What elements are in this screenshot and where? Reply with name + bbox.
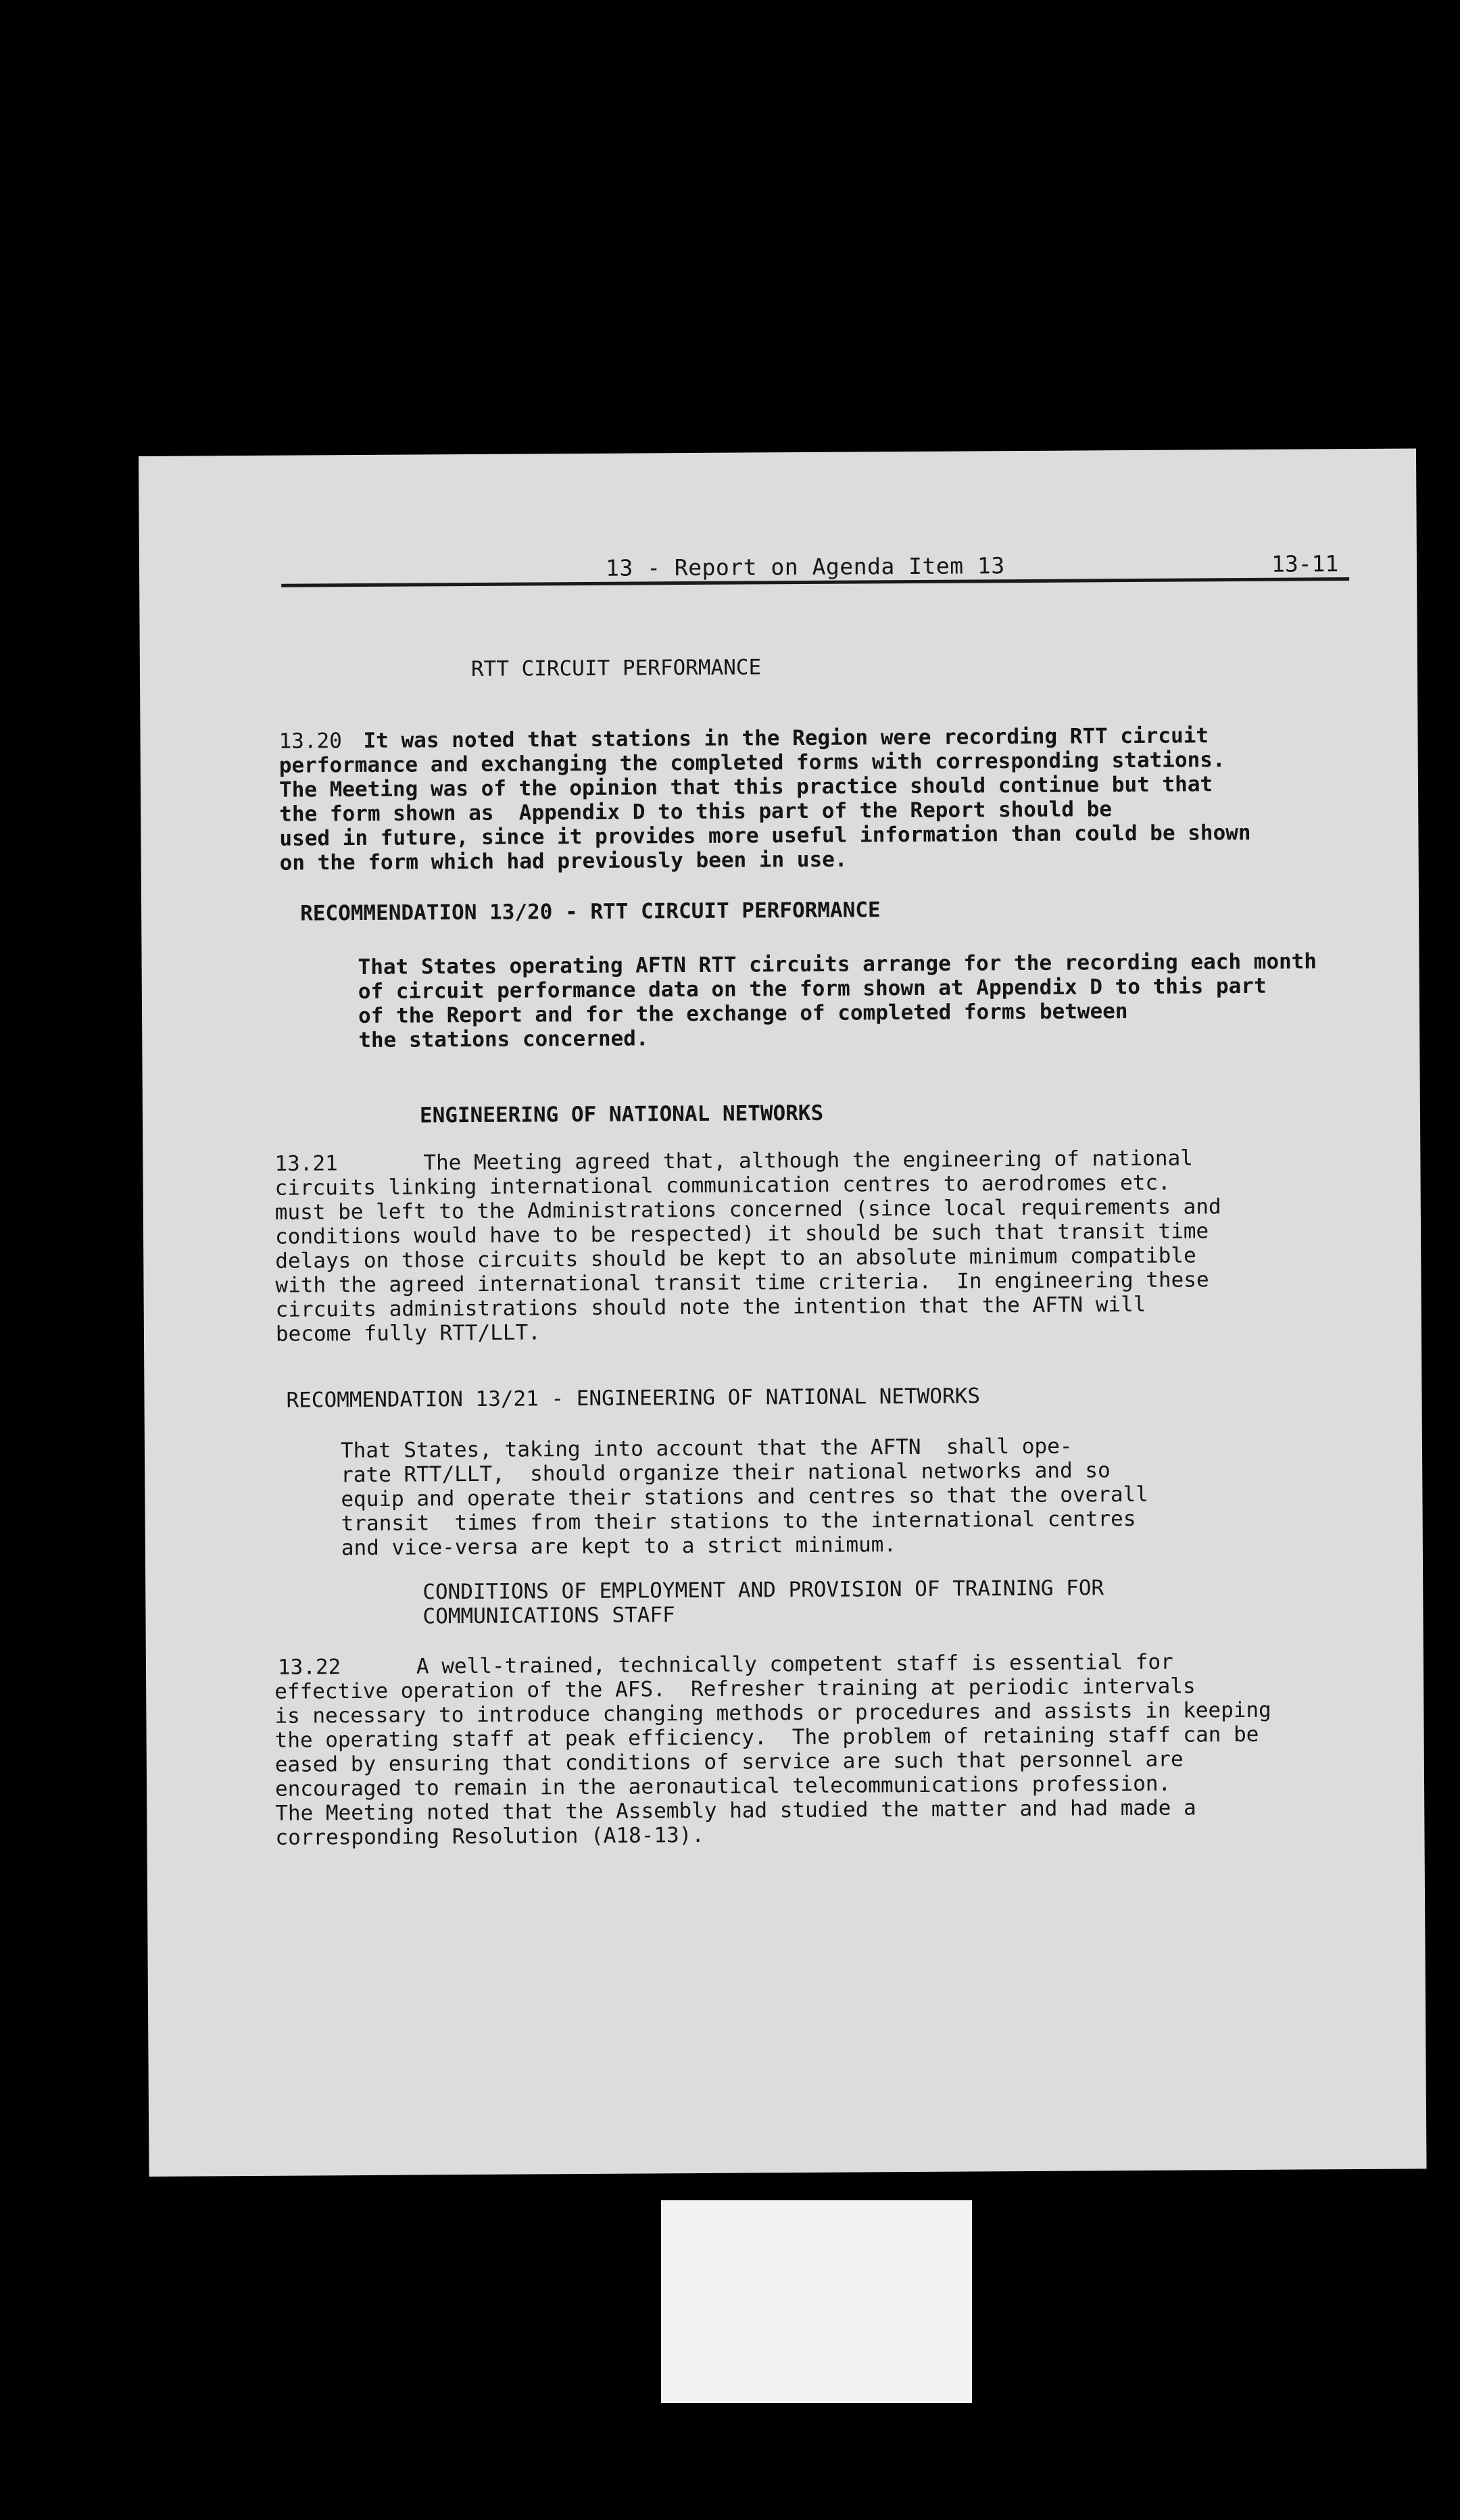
header-title: 13 - Report on Agenda Item 13 <box>605 552 1005 581</box>
header-page-number: 13-11 <box>1271 550 1339 577</box>
text-line: performance and exchanging the completed forms with corresponding stations. <box>278 748 1225 778</box>
text-line: and vice-versa are kept to a strict minimum. <box>341 1532 897 1561</box>
text-line: conditions would have to be respected) it should be such that transit time <box>274 1219 1209 1249</box>
section-heading-rtt-circuit-performance: RTT CIRCUIT PERFORMANCE <box>470 655 762 682</box>
paragraph-13-20-continued <box>279 748 1251 875</box>
text-line: It was noted that stations in the Region were recording RTT circuit <box>363 723 1209 753</box>
text-line: circuits administrations should note the intention that the AFTN will <box>275 1292 1146 1322</box>
paragraph-number-13-20: 13.20 <box>278 729 343 754</box>
text-line: circuits linking international communication centres to aerodromes etc. <box>274 1170 1171 1201</box>
text-line: effective operation of the AFS. Refresher training at periodic intervals <box>274 1674 1196 1704</box>
text-line: on the form which had previously been in use. <box>279 847 848 875</box>
text-line: the operating staff at peak efficiency. The problem of retaining staff can be <box>274 1722 1259 1753</box>
recommendation-13-20-text <box>358 949 1317 1052</box>
section-heading-conditions-of-employment <box>422 1576 1104 1628</box>
recommendation-13-21-text <box>341 1434 1149 1560</box>
text-line: corresponding Resolution (A18-13). <box>275 1822 705 1850</box>
text-line: the form shown as Appendix D to this part of the Report should be <box>279 797 1113 827</box>
blank-card <box>661 2200 972 2403</box>
section-heading-engineering-of-national-networks: ENGINEERING OF NATIONAL NETWORKS <box>419 1100 824 1128</box>
text-line: transit times from their stations to the international centres <box>341 1507 1136 1536</box>
text-line: used in future, since it provides more useful information than could be shown <box>279 820 1251 851</box>
paragraph-13-22-continued <box>274 1674 1272 1850</box>
recommendation-13-20-title: RECOMMENDATION 13/20 - RTT CIRCUIT PERFORMANCE <box>300 898 881 926</box>
text-line: The Meeting was of the opinion that this practice should continue but that <box>278 772 1213 802</box>
text-line: The Meeting agreed that, although the engineering of national <box>423 1146 1193 1176</box>
text-line: The Meeting noted that the Assembly had studied the matter and had made a <box>275 1795 1196 1826</box>
text-line: encouraged to remain in the aeronautical telecommunications profession. <box>274 1771 1171 1801</box>
text-line: the stations concerned. <box>358 1026 649 1053</box>
heading-line: COMMUNICATIONS STAFF <box>422 1603 675 1629</box>
text-line: rate RTT/LLT, should organize their national networks and so <box>341 1458 1111 1488</box>
recommendation-13-21-title: RECOMMENDATION 13/21 - ENGINEERING OF NATIONAL NETWORKS <box>286 1384 981 1413</box>
paragraph-13-21-continued <box>275 1170 1222 1347</box>
paragraph-number-13-22: 13.22 <box>277 1655 341 1680</box>
text-line: That States operating AFTN RTT circuits arrange for the recording each month <box>358 949 1317 980</box>
text-line: delays on those circuits should be kept to an absolute minimum compatible <box>275 1243 1196 1274</box>
text-line: become fully RTT/LLT. <box>275 1320 541 1347</box>
text-line: is necessary to introduce changing methods or procedures and assists in keeping <box>274 1697 1271 1728</box>
text-line: must be left to the Administrations concerned (since local requirements and <box>274 1194 1221 1225</box>
text-line: of circuit performance data on the form shown at Appendix D to this part <box>358 973 1267 1004</box>
paragraph-number-13-21: 13.21 <box>274 1151 338 1176</box>
heading-line: CONDITIONS OF EMPLOYMENT AND PROVISION OF TRAINING FOR <box>422 1576 1104 1605</box>
text-line: A well-trained, technically competent staff is essential for <box>416 1649 1173 1679</box>
document-page <box>139 448 1427 2176</box>
text-line: That States, taking into account that the AFTN shall ope- <box>340 1434 1073 1463</box>
text-line: of the Report and for the exchange of completed forms between <box>358 999 1128 1029</box>
text-line: eased by ensuring that conditions of service are such that personnel are <box>274 1747 1184 1777</box>
text-line: with the agreed international transit time criteria. In engineering these <box>275 1267 1209 1298</box>
text-line: equip and operate their stations and centres so that the overall <box>341 1482 1148 1512</box>
